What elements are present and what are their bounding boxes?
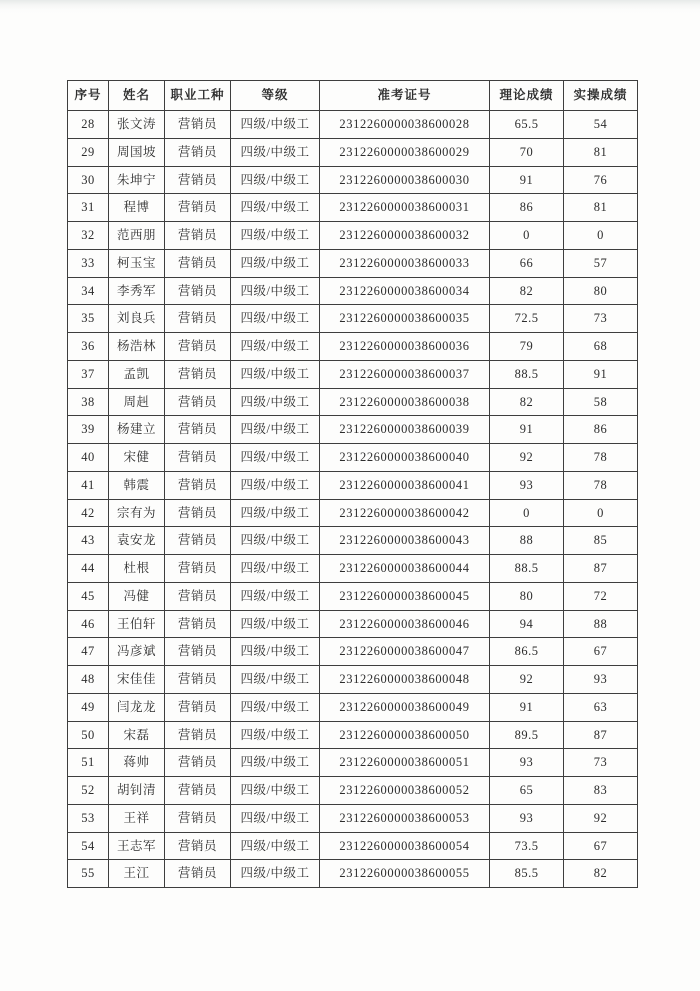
table-row bbox=[68, 527, 638, 555]
cell-occupation: 营销员 bbox=[165, 388, 231, 416]
cell-name: 朱坤宁 bbox=[109, 166, 165, 194]
cell-practical-score: 85 bbox=[564, 527, 638, 555]
cell-name: 孟凯 bbox=[109, 360, 165, 388]
cell-practical-score: 87 bbox=[564, 721, 638, 749]
cell-ticket-number: 2312260000038600034 bbox=[320, 277, 490, 305]
cell-level: 四级/中级工 bbox=[231, 360, 320, 388]
cell-level: 四级/中级工 bbox=[231, 138, 320, 166]
cell-name: 柯玉宝 bbox=[109, 249, 165, 277]
cell-theory-score: 82 bbox=[490, 277, 564, 305]
cell-practical-score: 54 bbox=[564, 111, 638, 139]
cell-theory-score: 91 bbox=[490, 416, 564, 444]
cell-name: 韩震 bbox=[109, 471, 165, 499]
cell-practical-score: 73 bbox=[564, 749, 638, 777]
cell-theory-score: 93 bbox=[490, 804, 564, 832]
cell-theory-score: 85.5 bbox=[490, 860, 564, 888]
cell-occupation: 营销员 bbox=[165, 555, 231, 583]
cell-theory-score: 92 bbox=[490, 666, 564, 694]
cell-name: 宋磊 bbox=[109, 721, 165, 749]
cell-index: 52 bbox=[68, 777, 109, 805]
cell-index: 34 bbox=[68, 277, 109, 305]
cell-name: 宗有为 bbox=[109, 499, 165, 527]
cell-level: 四级/中级工 bbox=[231, 777, 320, 805]
cell-occupation: 营销员 bbox=[165, 832, 231, 860]
cell-level: 四级/中级工 bbox=[231, 527, 320, 555]
cell-index: 36 bbox=[68, 333, 109, 361]
cell-ticket-number: 2312260000038600035 bbox=[320, 305, 490, 333]
cell-occupation: 营销员 bbox=[165, 277, 231, 305]
cell-name: 刘良兵 bbox=[109, 305, 165, 333]
cell-practical-score: 68 bbox=[564, 333, 638, 361]
cell-occupation: 营销员 bbox=[165, 416, 231, 444]
cell-index: 47 bbox=[68, 638, 109, 666]
cell-occupation: 营销员 bbox=[165, 527, 231, 555]
cell-index: 39 bbox=[68, 416, 109, 444]
scan-edge-artifact bbox=[0, 0, 700, 14]
table-row bbox=[68, 860, 638, 888]
cell-ticket-number: 2312260000038600040 bbox=[320, 444, 490, 472]
table-header-row bbox=[68, 81, 638, 111]
cell-practical-score: 78 bbox=[564, 444, 638, 472]
table-row bbox=[68, 582, 638, 610]
cell-practical-score: 67 bbox=[564, 638, 638, 666]
cell-name: 周国坡 bbox=[109, 138, 165, 166]
cell-practical-score: 81 bbox=[564, 138, 638, 166]
cell-level: 四级/中级工 bbox=[231, 666, 320, 694]
header-theory-score: 理论成绩 bbox=[490, 81, 564, 111]
exam-score-table bbox=[67, 80, 638, 888]
cell-ticket-number: 2312260000038600048 bbox=[320, 666, 490, 694]
cell-name: 杜根 bbox=[109, 555, 165, 583]
cell-ticket-number: 2312260000038600050 bbox=[320, 721, 490, 749]
cell-ticket-number: 2312260000038600045 bbox=[320, 582, 490, 610]
cell-ticket-number: 2312260000038600031 bbox=[320, 194, 490, 222]
cell-index: 33 bbox=[68, 249, 109, 277]
cell-name: 冯健 bbox=[109, 582, 165, 610]
cell-practical-score: 73 bbox=[564, 305, 638, 333]
cell-ticket-number: 2312260000038600055 bbox=[320, 860, 490, 888]
cell-theory-score: 89.5 bbox=[490, 721, 564, 749]
header-index: 序号 bbox=[68, 81, 109, 111]
header-ticket-number: 准考证号 bbox=[320, 81, 490, 111]
cell-practical-score: 83 bbox=[564, 777, 638, 805]
cell-theory-score: 88.5 bbox=[490, 555, 564, 583]
cell-level: 四级/中级工 bbox=[231, 582, 320, 610]
cell-theory-score: 88.5 bbox=[490, 360, 564, 388]
cell-occupation: 营销员 bbox=[165, 638, 231, 666]
cell-ticket-number: 2312260000038600046 bbox=[320, 610, 490, 638]
cell-theory-score: 93 bbox=[490, 749, 564, 777]
cell-level: 四级/中级工 bbox=[231, 416, 320, 444]
cell-practical-score: 93 bbox=[564, 666, 638, 694]
header-practical-score: 实操成绩 bbox=[564, 81, 638, 111]
cell-occupation: 营销员 bbox=[165, 693, 231, 721]
cell-theory-score: 86 bbox=[490, 194, 564, 222]
cell-ticket-number: 2312260000038600043 bbox=[320, 527, 490, 555]
cell-level: 四级/中级工 bbox=[231, 860, 320, 888]
cell-index: 45 bbox=[68, 582, 109, 610]
cell-ticket-number: 2312260000038600049 bbox=[320, 693, 490, 721]
cell-name: 冯彦斌 bbox=[109, 638, 165, 666]
cell-index: 37 bbox=[68, 360, 109, 388]
cell-practical-score: 67 bbox=[564, 832, 638, 860]
cell-index: 50 bbox=[68, 721, 109, 749]
table-row bbox=[68, 416, 638, 444]
cell-level: 四级/中级工 bbox=[231, 693, 320, 721]
table-row bbox=[68, 832, 638, 860]
cell-occupation: 营销员 bbox=[165, 111, 231, 139]
table-row bbox=[68, 471, 638, 499]
cell-practical-score: 0 bbox=[564, 499, 638, 527]
cell-occupation: 营销员 bbox=[165, 471, 231, 499]
cell-ticket-number: 2312260000038600052 bbox=[320, 777, 490, 805]
table-row bbox=[68, 194, 638, 222]
cell-level: 四级/中级工 bbox=[231, 111, 320, 139]
cell-index: 43 bbox=[68, 527, 109, 555]
cell-name: 杨建立 bbox=[109, 416, 165, 444]
cell-occupation: 营销员 bbox=[165, 333, 231, 361]
cell-occupation: 营销员 bbox=[165, 444, 231, 472]
cell-occupation: 营销员 bbox=[165, 222, 231, 250]
cell-ticket-number: 2312260000038600044 bbox=[320, 555, 490, 583]
cell-theory-score: 70 bbox=[490, 138, 564, 166]
cell-index: 54 bbox=[68, 832, 109, 860]
cell-practical-score: 76 bbox=[564, 166, 638, 194]
cell-index: 49 bbox=[68, 693, 109, 721]
header-level: 等级 bbox=[231, 81, 320, 111]
cell-level: 四级/中级工 bbox=[231, 555, 320, 583]
cell-occupation: 营销员 bbox=[165, 305, 231, 333]
cell-theory-score: 79 bbox=[490, 333, 564, 361]
cell-practical-score: 57 bbox=[564, 249, 638, 277]
cell-level: 四级/中级工 bbox=[231, 610, 320, 638]
cell-ticket-number: 2312260000038600041 bbox=[320, 471, 490, 499]
cell-ticket-number: 2312260000038600036 bbox=[320, 333, 490, 361]
table-row bbox=[68, 777, 638, 805]
cell-name: 周赳 bbox=[109, 388, 165, 416]
table-row bbox=[68, 499, 638, 527]
table-row bbox=[68, 360, 638, 388]
table-row bbox=[68, 749, 638, 777]
table-row bbox=[68, 305, 638, 333]
cell-index: 35 bbox=[68, 305, 109, 333]
cell-level: 四级/中级工 bbox=[231, 499, 320, 527]
cell-practical-score: 0 bbox=[564, 222, 638, 250]
cell-index: 55 bbox=[68, 860, 109, 888]
table-row bbox=[68, 721, 638, 749]
cell-occupation: 营销员 bbox=[165, 610, 231, 638]
cell-practical-score: 91 bbox=[564, 360, 638, 388]
header-name: 姓名 bbox=[109, 81, 165, 111]
cell-name: 王志军 bbox=[109, 832, 165, 860]
cell-practical-score: 86 bbox=[564, 416, 638, 444]
cell-level: 四级/中级工 bbox=[231, 804, 320, 832]
cell-theory-score: 65 bbox=[490, 777, 564, 805]
cell-level: 四级/中级工 bbox=[231, 444, 320, 472]
cell-index: 46 bbox=[68, 610, 109, 638]
cell-theory-score: 94 bbox=[490, 610, 564, 638]
cell-index: 32 bbox=[68, 222, 109, 250]
cell-occupation: 营销员 bbox=[165, 749, 231, 777]
score-table-body bbox=[68, 111, 638, 888]
cell-occupation: 营销员 bbox=[165, 138, 231, 166]
cell-occupation: 营销员 bbox=[165, 499, 231, 527]
cell-practical-score: 72 bbox=[564, 582, 638, 610]
table-row bbox=[68, 249, 638, 277]
cell-index: 28 bbox=[68, 111, 109, 139]
cell-practical-score: 92 bbox=[564, 804, 638, 832]
cell-ticket-number: 2312260000038600037 bbox=[320, 360, 490, 388]
cell-name: 王江 bbox=[109, 860, 165, 888]
cell-theory-score: 91 bbox=[490, 166, 564, 194]
cell-name: 袁安龙 bbox=[109, 527, 165, 555]
cell-index: 38 bbox=[68, 388, 109, 416]
cell-ticket-number: 2312260000038600029 bbox=[320, 138, 490, 166]
cell-level: 四级/中级工 bbox=[231, 388, 320, 416]
cell-level: 四级/中级工 bbox=[231, 721, 320, 749]
cell-index: 29 bbox=[68, 138, 109, 166]
cell-index: 51 bbox=[68, 749, 109, 777]
cell-occupation: 营销员 bbox=[165, 804, 231, 832]
cell-ticket-number: 2312260000038600042 bbox=[320, 499, 490, 527]
cell-theory-score: 66 bbox=[490, 249, 564, 277]
cell-ticket-number: 2312260000038600047 bbox=[320, 638, 490, 666]
table-row bbox=[68, 166, 638, 194]
cell-index: 48 bbox=[68, 666, 109, 694]
cell-index: 30 bbox=[68, 166, 109, 194]
table-row bbox=[68, 333, 638, 361]
cell-name: 王祥 bbox=[109, 804, 165, 832]
cell-occupation: 营销员 bbox=[165, 860, 231, 888]
cell-theory-score: 65.5 bbox=[490, 111, 564, 139]
cell-index: 53 bbox=[68, 804, 109, 832]
cell-theory-score: 0 bbox=[490, 499, 564, 527]
table-row bbox=[68, 388, 638, 416]
cell-name: 张文涛 bbox=[109, 111, 165, 139]
cell-level: 四级/中级工 bbox=[231, 832, 320, 860]
cell-occupation: 营销员 bbox=[165, 194, 231, 222]
cell-level: 四级/中级工 bbox=[231, 749, 320, 777]
cell-name: 杨浩林 bbox=[109, 333, 165, 361]
cell-name: 李秀军 bbox=[109, 277, 165, 305]
cell-occupation: 营销员 bbox=[165, 721, 231, 749]
header-occupation: 职业工种 bbox=[165, 81, 231, 111]
cell-theory-score: 86.5 bbox=[490, 638, 564, 666]
cell-index: 41 bbox=[68, 471, 109, 499]
cell-ticket-number: 2312260000038600051 bbox=[320, 749, 490, 777]
cell-name: 程博 bbox=[109, 194, 165, 222]
cell-name: 闫龙龙 bbox=[109, 693, 165, 721]
cell-theory-score: 82 bbox=[490, 388, 564, 416]
table-row bbox=[68, 693, 638, 721]
cell-occupation: 营销员 bbox=[165, 166, 231, 194]
cell-level: 四级/中级工 bbox=[231, 471, 320, 499]
table-row bbox=[68, 638, 638, 666]
cell-name: 宋佳佳 bbox=[109, 666, 165, 694]
cell-index: 44 bbox=[68, 555, 109, 583]
cell-level: 四级/中级工 bbox=[231, 222, 320, 250]
cell-name: 宋健 bbox=[109, 444, 165, 472]
cell-level: 四级/中级工 bbox=[231, 194, 320, 222]
cell-ticket-number: 2312260000038600053 bbox=[320, 804, 490, 832]
cell-practical-score: 58 bbox=[564, 388, 638, 416]
cell-ticket-number: 2312260000038600032 bbox=[320, 222, 490, 250]
cell-theory-score: 91 bbox=[490, 693, 564, 721]
cell-ticket-number: 2312260000038600033 bbox=[320, 249, 490, 277]
cell-index: 40 bbox=[68, 444, 109, 472]
cell-ticket-number: 2312260000038600054 bbox=[320, 832, 490, 860]
cell-practical-score: 82 bbox=[564, 860, 638, 888]
table-row bbox=[68, 804, 638, 832]
cell-index: 42 bbox=[68, 499, 109, 527]
cell-practical-score: 87 bbox=[564, 555, 638, 583]
cell-theory-score: 0 bbox=[490, 222, 564, 250]
cell-practical-score: 78 bbox=[564, 471, 638, 499]
cell-occupation: 营销员 bbox=[165, 582, 231, 610]
cell-theory-score: 80 bbox=[490, 582, 564, 610]
cell-index: 31 bbox=[68, 194, 109, 222]
table-row bbox=[68, 610, 638, 638]
cell-occupation: 营销员 bbox=[165, 249, 231, 277]
cell-ticket-number: 2312260000038600038 bbox=[320, 388, 490, 416]
table-row bbox=[68, 111, 638, 139]
cell-level: 四级/中级工 bbox=[231, 638, 320, 666]
table-row bbox=[68, 666, 638, 694]
cell-ticket-number: 2312260000038600039 bbox=[320, 416, 490, 444]
cell-occupation: 营销员 bbox=[165, 360, 231, 388]
table-row bbox=[68, 555, 638, 583]
cell-practical-score: 63 bbox=[564, 693, 638, 721]
cell-level: 四级/中级工 bbox=[231, 166, 320, 194]
cell-theory-score: 92 bbox=[490, 444, 564, 472]
cell-level: 四级/中级工 bbox=[231, 277, 320, 305]
cell-name: 范西朋 bbox=[109, 222, 165, 250]
cell-level: 四级/中级工 bbox=[231, 249, 320, 277]
cell-ticket-number: 2312260000038600030 bbox=[320, 166, 490, 194]
table-row bbox=[68, 222, 638, 250]
table-header bbox=[68, 81, 638, 111]
cell-occupation: 营销员 bbox=[165, 666, 231, 694]
table-row bbox=[68, 277, 638, 305]
cell-practical-score: 88 bbox=[564, 610, 638, 638]
cell-level: 四级/中级工 bbox=[231, 333, 320, 361]
table-row bbox=[68, 444, 638, 472]
cell-ticket-number: 2312260000038600028 bbox=[320, 111, 490, 139]
cell-practical-score: 80 bbox=[564, 277, 638, 305]
cell-level: 四级/中级工 bbox=[231, 305, 320, 333]
table-row bbox=[68, 138, 638, 166]
cell-practical-score: 81 bbox=[564, 194, 638, 222]
cell-theory-score: 93 bbox=[490, 471, 564, 499]
cell-name: 蒋帅 bbox=[109, 749, 165, 777]
cell-theory-score: 72.5 bbox=[490, 305, 564, 333]
cell-theory-score: 73.5 bbox=[490, 832, 564, 860]
cell-theory-score: 88 bbox=[490, 527, 564, 555]
cell-name: 胡钊清 bbox=[109, 777, 165, 805]
cell-name: 王伯轩 bbox=[109, 610, 165, 638]
cell-occupation: 营销员 bbox=[165, 777, 231, 805]
